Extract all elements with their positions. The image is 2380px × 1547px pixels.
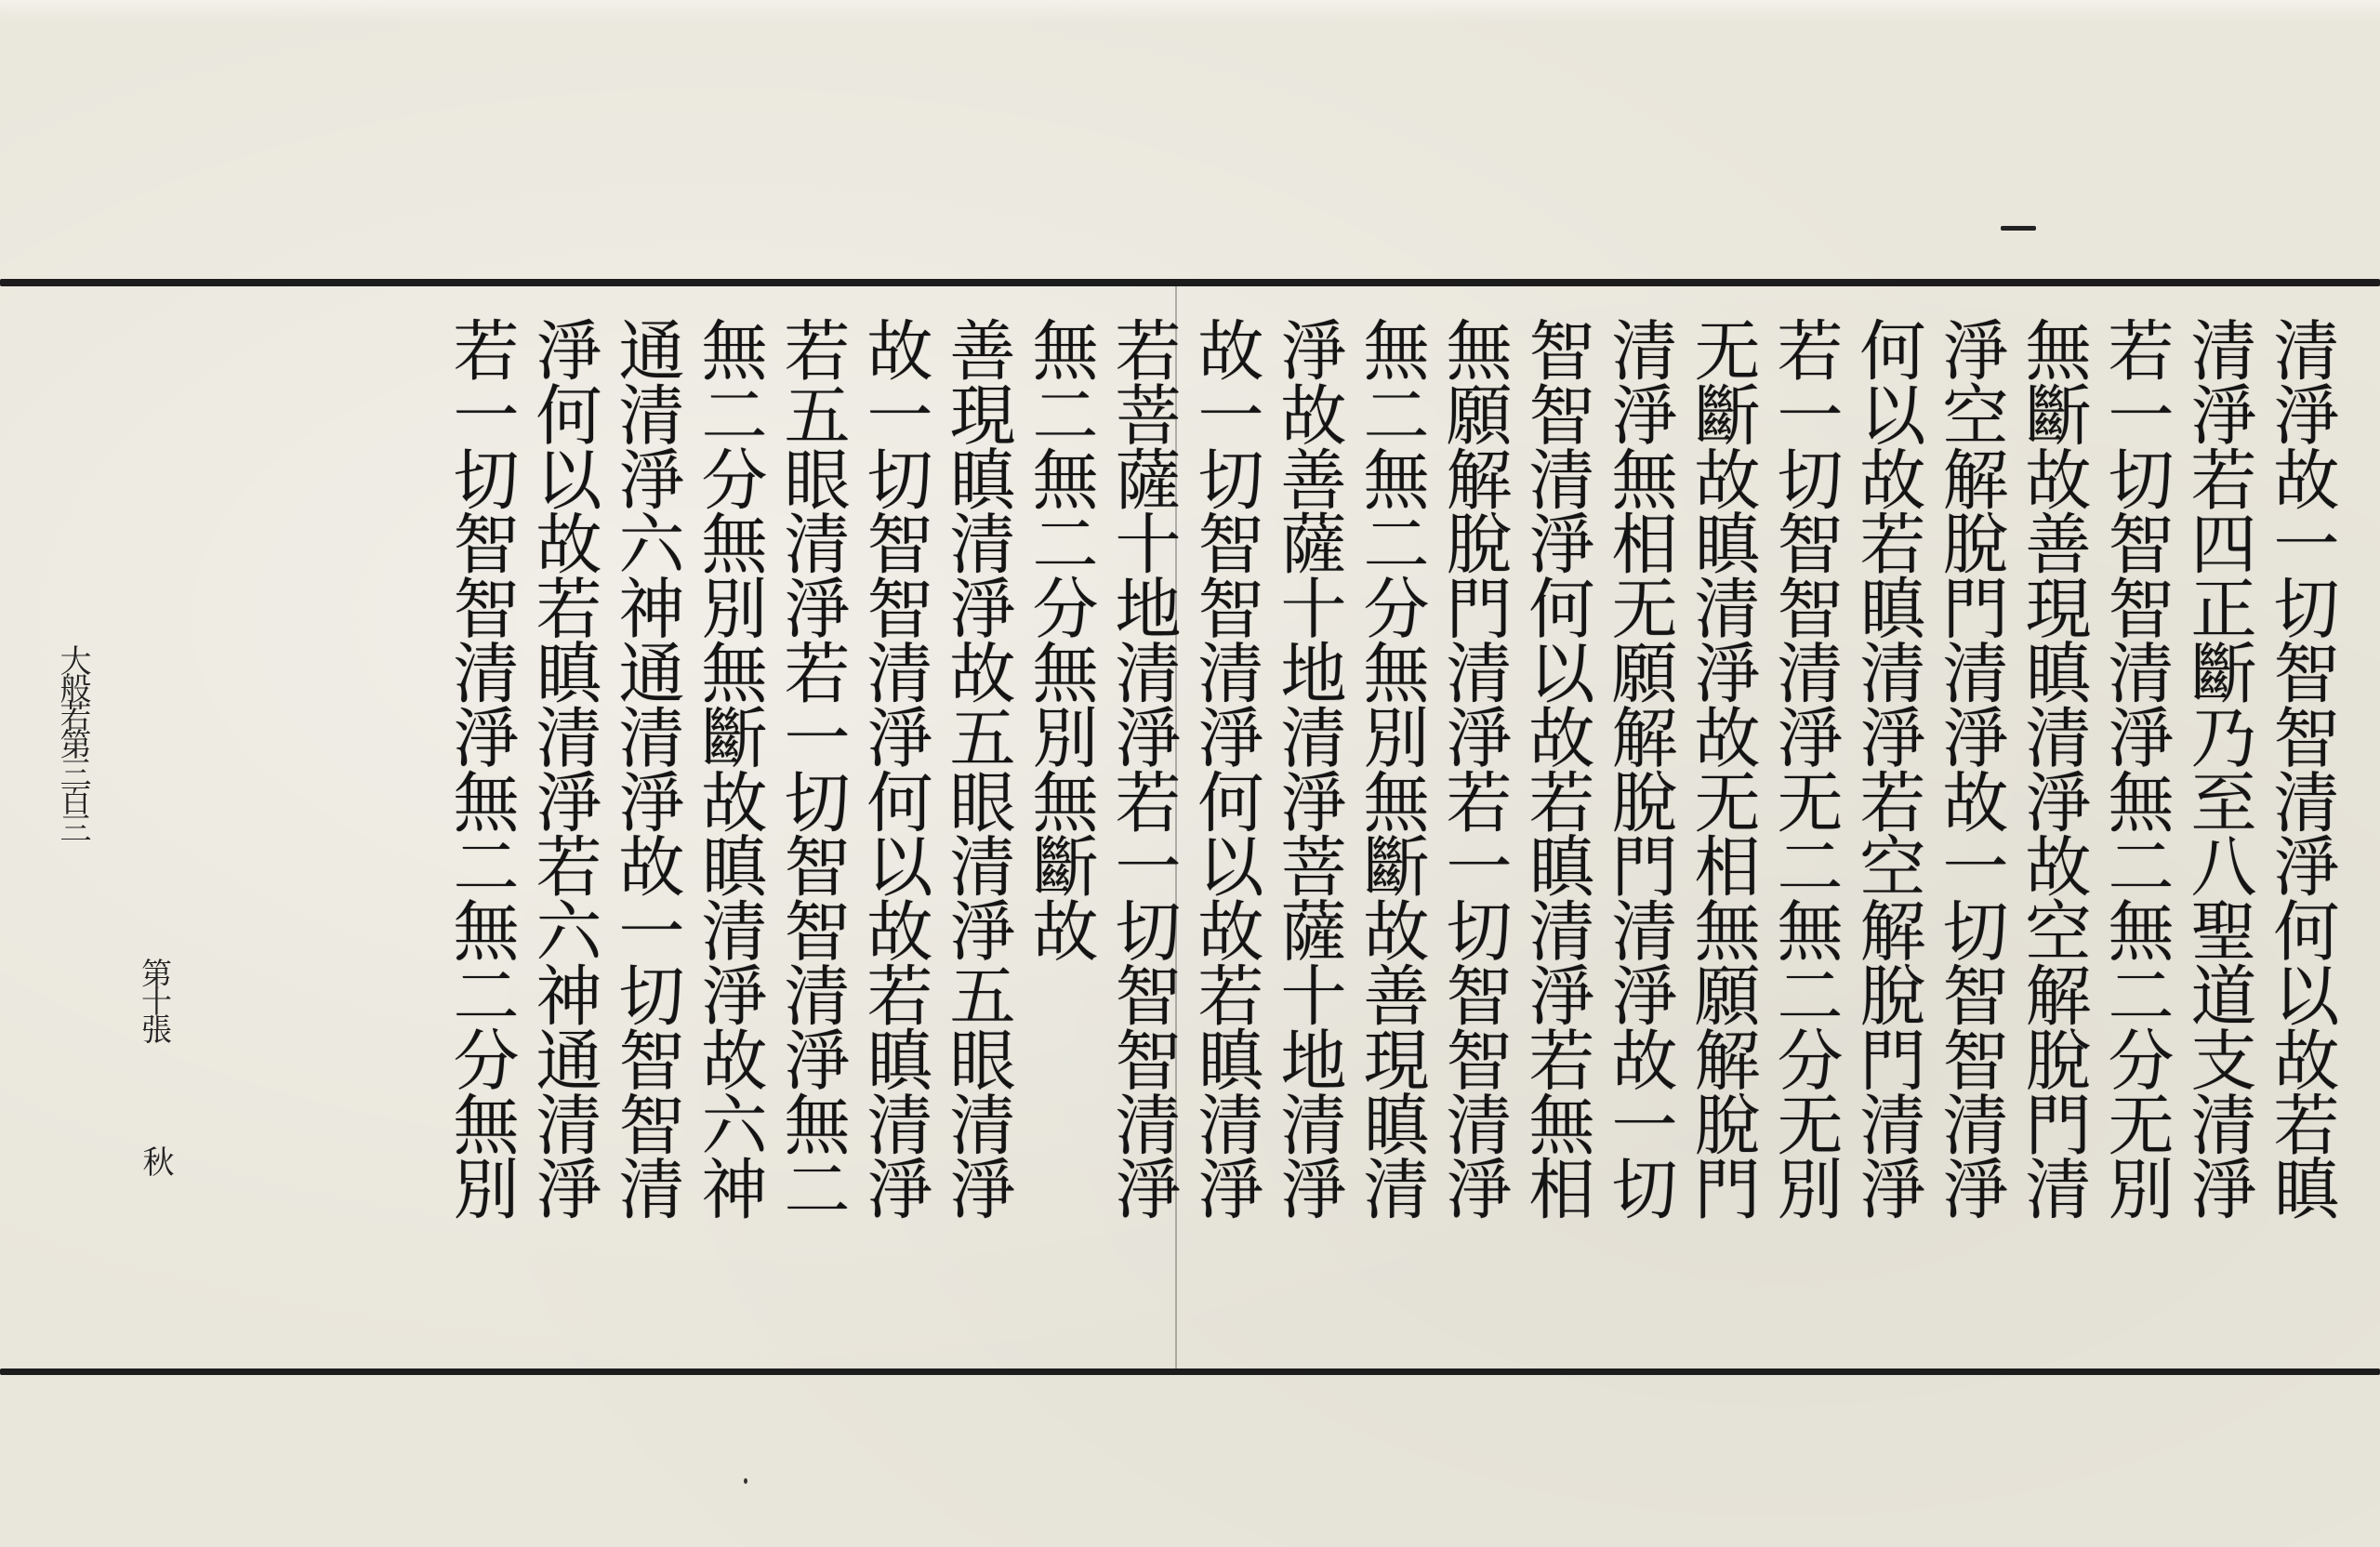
text-column-16: 無二無二分無別無斷故 <box>1022 316 1099 962</box>
carver-mark-note: 秋 <box>137 1145 174 1177</box>
text-column-6: 何以故若瞋清淨若空解脫門清淨 <box>1849 316 1926 1220</box>
text-column-15: 若菩薩十地清淨若一切智智清淨 <box>1104 316 1182 1220</box>
text-column-2: 清淨若四正斷乃至八聖道支清淨 <box>2180 316 2257 1220</box>
text-column-3: 若一切智智清淨無二無二分无別 <box>2097 316 2175 1220</box>
volume-title-note: 大般若第三百三 <box>54 644 91 840</box>
text-column-19: 若五眼清淨若一切智智清淨無二 <box>774 316 851 1220</box>
text-column-8: 无斷故瞋清淨故无相無願解脫門 <box>1684 316 1761 1220</box>
fold-mark <box>2001 226 2036 231</box>
text-column-9: 清淨無相无願解脫門清淨故一切 <box>1601 316 1678 1220</box>
ink-speck <box>744 1478 747 1484</box>
top-border-rule <box>0 279 2380 286</box>
text-column-13: 淨故善薩十地清淨菩薩十地清淨 <box>1270 316 1347 1220</box>
text-column-17: 善現瞋清淨故五眼清淨五眼清淨 <box>939 316 1016 1220</box>
bottom-border-rule <box>0 1368 2380 1375</box>
text-column-14: 故一切智智清淨何以故若瞋清淨 <box>1187 316 1264 1220</box>
text-column-18: 故一切智智清淨何以故若瞋清淨 <box>856 316 933 1220</box>
sutra-text <box>440 316 2343 1348</box>
text-column-21: 通清淨六神通清淨故一切智智清 <box>608 316 685 1220</box>
text-column-7: 若一切智智清淨无二無二分无別 <box>1766 316 1844 1220</box>
text-column-10: 智智清淨何以故若瞋清淨若無相 <box>1518 316 1595 1220</box>
text-column-23: 若一切智智清淨無二無二分無別 <box>443 316 520 1220</box>
text-column-1: 清淨故一切智智清淨何以故若瞋 <box>2263 316 2340 1220</box>
sheet-number-note: 第十張 <box>137 958 173 1041</box>
text-column-12: 無二無二分無別無斷故善現瞋清 <box>1353 316 1430 1220</box>
text-column-4: 無斷故善現瞋清淨故空解脫門清 <box>2015 316 2092 1220</box>
text-column-11: 無願解脫門清淨若一切智智清淨 <box>1435 316 1513 1220</box>
text-column-5: 淨空解脫門清淨故一切智智清淨 <box>1932 316 2009 1220</box>
page-top-edge <box>0 0 2380 22</box>
text-column-20: 無二分無別無斷故瞋清淨故六神 <box>691 316 768 1220</box>
text-column-22: 淨何以故若瞋清淨若六神通清淨 <box>525 316 602 1220</box>
